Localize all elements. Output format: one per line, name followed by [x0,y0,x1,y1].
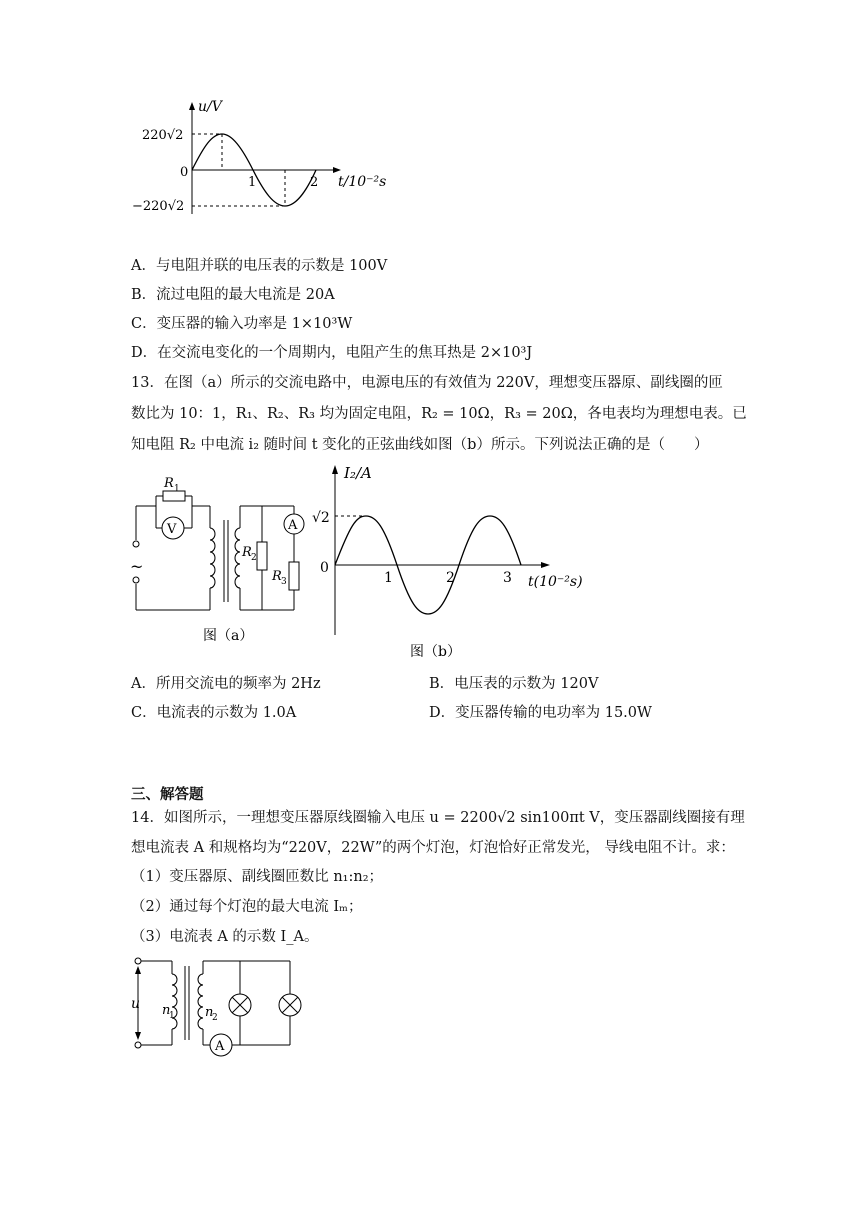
fig-b-tick-3: 3 [503,570,512,586]
u-label: u [131,996,141,1012]
section-heading: 三、解答题 [131,786,204,803]
q14-sub-1: （1）变压器原、副线圈匝数比 n₁:n₂； [131,869,384,885]
svg-text:R: R [242,545,252,560]
q12-option-d: D．在交流电变化的一个周期内，电阻产生的焦耳热是 2×10³J [131,345,533,361]
y-axis-label: u/V [198,99,222,115]
svg-text:n: n [162,1003,171,1018]
x-tick-2: 2 [310,175,319,190]
current-time-graph [310,460,600,665]
svg-text:1: 1 [169,1011,175,1021]
q13-option-b: B．电压表的示数为 120V [429,676,599,692]
q12-option-b: B．流过电阻的最大电流是 20A [131,287,335,303]
x-axis-label: t/10⁻²s [338,174,387,190]
q12-option-c: C．变压器的输入功率是 1×10³W [131,316,353,332]
svg-text:A: A [215,1039,225,1054]
svg-text:V: V [167,522,177,537]
svg-text:3: 3 [281,577,287,587]
secondary-coil [235,528,240,588]
svg-text:A: A [288,518,298,533]
svg-text:R: R [272,569,282,584]
x-tick-1: 1 [248,175,257,190]
q13-line-1: 13．在图（a）所示的交流电路中，电源电压的有效值为 220V，理想变压器原、副线圈的匝 [131,375,723,391]
svg-text:2: 2 [251,553,257,563]
q14-line-2: 想电流表 A 和规格均为“220V，22W”的两个灯泡，灯泡恰好正常发光， 导线电阻不计。求： [131,840,735,856]
origin-label: 0 [180,165,189,180]
primary-coil [210,528,215,588]
q14-sub-2: （2）通过每个灯泡的最大电流 Iₘ； [131,899,363,915]
svg-text:R: R [164,476,174,491]
q13-option-d: D．变压器传输的电功率为 15.0W [429,705,652,721]
q14-line-1: 14．如图所示，一理想变压器原线圈输入电压 u = 2200√2 sin100πt V，变压器副线圈接有理 [131,810,745,826]
svg-text:1: 1 [174,484,180,494]
svg-text:2: 2 [212,1013,218,1023]
fig-b-caption: 图（b） [410,644,461,660]
fig-a-caption: 图（a） [203,628,254,644]
q14-secondary-coil [198,974,203,1029]
fig-b-x-axis: t(10⁻²s) [528,574,583,590]
q14-sub-3: （3）电流表 A 的示数 I_A。 [131,929,319,945]
resistor-r2 [257,542,267,570]
y-top-label: 220√2 [142,128,184,143]
fig-b-tick-1: 1 [384,570,393,586]
svg-text:n: n [205,1005,214,1020]
fig-b-y-axis: I₂/A [344,464,372,482]
circuit-figure-a [128,470,328,650]
fig-b-y-top: √2 [312,510,330,526]
q13-line-3: 知电阻 R₂ 中电流 i₂ 随时间 t 变化的正弦曲线如图（b）所示。下列说法正确的是（ ） [131,437,709,453]
fig-b-tick-2: 2 [446,570,455,586]
q13-option-a: A．所用交流电的频率为 2Hz [131,676,321,692]
ac-source-symbol: ~ [130,557,144,576]
resistor-r3 [289,562,299,590]
y-bottom-label: −220√2 [132,199,185,214]
q12-option-a: A．与电阻并联的电压表的示数是 100V [131,258,388,274]
fig-b-origin: 0 [320,560,329,576]
voltage-time-graph [130,96,390,216]
q13-line-2: 数比为 10：1，R₁、R₂、R₃ 均为固定电阻，R₂ = 10Ω，R₃ = 20Ω，各电表均为理想电表。已 [131,406,747,422]
q14-circuit [128,954,308,1060]
q13-option-c: C．电流表的示数为 1.0A [131,705,297,721]
